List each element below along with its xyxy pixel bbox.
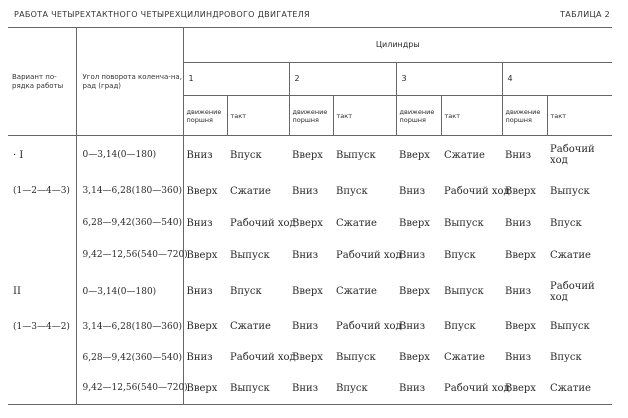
table-number: ТАБЛИЦА 2 [560,10,610,19]
cell-cyl2-stroke: Рабочий ход [336,249,402,261]
cell-cyl2-stroke: Рабочий ход [336,321,402,333]
cell-cyl1-stroke: Впуск [230,149,262,161]
angle-cell: 9,42—12,56(540—720) [76,239,183,273]
cell-cyl4-motion: Вниз [505,352,532,364]
cell-cyl1-stroke: Сжатие [230,321,271,333]
table-row [8,208,612,238]
cell-cyl1-stroke: Сжатие [230,185,271,197]
cell-cyl2-stroke: Сжатие [336,286,377,298]
cylinder-number-1: 1 [183,62,289,95]
cell-cyl1-stroke: Выпуск [227,373,289,405]
cylinder-number-4: 4 [502,62,612,95]
cell-cyl1-motion: Вниз [186,217,213,229]
angle-cell: 0—3,14(0—180) [76,272,183,310]
cell-cyl2-stroke: Впуск [333,373,396,405]
cell-cyl4-stroke: Сжатие [547,373,612,405]
cell-cyl3-stroke: Сжатие [444,149,485,161]
cell-cyl2-stroke: Впуск [336,185,368,197]
cell-cyl3-motion: Вверх [399,352,430,364]
engine-cycle-table [8,27,612,405]
table-row [8,311,612,343]
cell-cyl2-stroke: Выпуск [336,149,376,161]
cell-cyl4-motion: Вверх [505,185,536,197]
cylinder-number-2: 2 [289,62,396,95]
cell-cyl2-motion: Вверх [292,149,323,161]
cell-cyl4-motion: Вверх [505,249,536,261]
angle-cell: 6,28—9,42(360—540) [76,208,183,238]
cell-cyl1-stroke: Рабочий ход [230,352,296,364]
angle-cell: 0—3,14(0—180) [76,136,183,174]
cell-cyl2-motion: Вниз [292,321,319,333]
header-cylinders: Цилиндры [183,28,612,63]
cell-cyl1-motion: Вниз [186,352,213,364]
subheader-motion-4: движение поршня [502,95,547,136]
table-row [8,136,612,174]
cell-cyl4-motion: Вниз [505,149,532,161]
subheader-motion-3: движение поршня [396,95,441,136]
cell-cyl3-stroke: Выпуск [444,217,484,229]
cell-cyl2-motion: Вниз [292,185,319,197]
table-row [8,174,612,208]
cell-cyl3-motion: Вверх [399,149,430,161]
cell-cyl4-motion: Вверх [502,373,547,405]
table-title: РАБОТА ЧЕТЫРЕХТАКТНОГО ЧЕТЫРЕХЦИЛИНДРОВОГО ДВИГАТЕЛЯ [14,10,310,19]
cell-cyl3-motion: Вверх [399,217,430,229]
cell-cyl3-motion: Вниз [399,249,426,261]
subheader-stroke-3: такт [441,95,502,136]
cell-cyl1-motion: Вверх [183,373,227,405]
cell-cyl3-motion: Вниз [399,321,426,333]
angle-cell: 3,14—6,28(180—360) [76,311,183,343]
cell-cyl2-motion: Вниз [292,249,319,261]
cell-cyl4-stroke: Впуск [550,352,582,364]
header-row-cylinders [8,28,612,63]
cell-cyl3-stroke: Рабочий ход [441,373,502,405]
cell-cyl4-stroke: Рабочий ход [550,144,595,167]
cell-cyl4-stroke: Сжатие [550,249,591,261]
cell-cyl2-motion: Вверх [292,286,323,298]
angle-cell: 9,42—12,56(540—720) [76,373,183,405]
cell-cyl4-stroke: Впуск [550,217,582,229]
variant-order: (1—2—4—3) [8,174,76,208]
cell-cyl2-stroke: Сжатие [336,217,377,229]
cell-cyl2-stroke: Выпуск [336,352,376,364]
cell-cyl1-stroke: Рабочий ход [230,217,296,229]
cell-cyl3-stroke: Выпуск [444,286,484,298]
cell-cyl1-motion: Вверх [186,185,218,197]
cell-cyl3-stroke: Рабочий ход [444,185,510,197]
cell-cyl4-stroke: Выпуск [550,185,590,197]
cell-cyl4-motion: Вниз [505,286,532,298]
cell-cyl4-stroke: Рабочий ход [550,280,595,303]
cylinder-number-3: 3 [396,62,502,95]
cell-cyl1-motion: Вниз [186,286,213,298]
cell-cyl4-motion: Вниз [505,217,532,229]
variant-number: · I [8,136,76,174]
angle-cell: 3,14—6,28(180—360) [76,174,183,208]
subheader-motion-2: движение поршня [289,95,333,136]
header-angle: Угол поворота коленча-на, рад (град) [76,28,183,136]
angle-cell: 6,28—9,42(360—540) [76,342,183,372]
cell-cyl1-motion: Вниз [186,149,213,161]
cell-cyl2-motion: Вверх [292,352,323,364]
cell-cyl3-stroke: Впуск [444,321,476,333]
subheader-stroke-4: такт [547,95,612,136]
cell-cyl3-motion: Вверх [399,286,430,298]
table-row [8,342,612,372]
table-row [8,272,612,310]
cell-cyl3-motion: Вниз [396,373,441,405]
cell-cyl2-motion: Вниз [289,373,333,405]
table-row [8,239,612,273]
subheader-stroke-2: такт [333,95,396,136]
cell-cyl1-stroke: Выпуск [230,249,270,261]
cell-cyl1-stroke: Впуск [230,286,262,298]
header-variant: Вариант по-рядка работы [8,28,76,136]
cell-cyl3-motion: Вниз [399,185,426,197]
cell-cyl1-motion: Вверх [186,249,218,261]
subheader-motion-1: движение поршня [183,95,227,136]
cell-cyl1-motion: Вверх [186,321,218,333]
variant-number: II [8,272,76,310]
cell-cyl3-stroke: Сжатие [444,352,485,364]
cell-cyl2-motion: Вверх [292,217,323,229]
cell-cyl4-stroke: Выпуск [550,321,590,333]
cell-cyl4-motion: Вверх [505,321,536,333]
cell-cyl3-stroke: Впуск [444,249,476,261]
subheader-stroke-1: такт [227,95,289,136]
table-row [8,373,612,405]
variant-order: (1—3—4—2) [8,311,76,343]
